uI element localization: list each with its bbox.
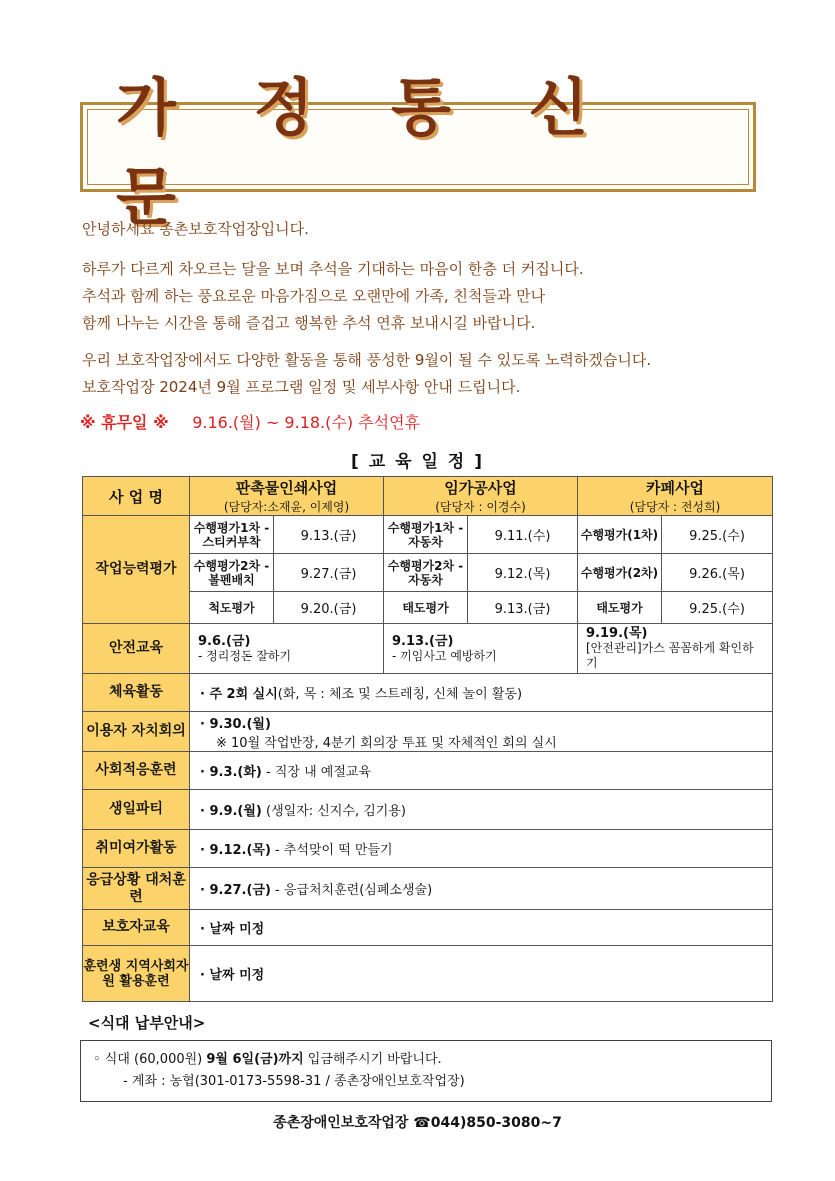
meal-deadline: 9월 6일(금)까지 <box>206 1052 304 1067</box>
activity-date: · 9.12.(목) <box>200 843 271 858</box>
activity-detail <box>190 910 773 946</box>
activity-text: - 직장 내 예절교육 <box>261 765 372 780</box>
eval-label: 태도평가 <box>578 592 662 624</box>
category-social-training: 사회적응훈련 <box>83 752 190 790</box>
activity-date: · 9.9.(월) <box>200 804 262 819</box>
table-row <box>83 868 773 910</box>
table-row <box>83 712 773 752</box>
paragraph1-line2: 추석과 함께 하는 풍요로운 마음가짐으로 오랜만에 가족, 친척들과 만나 <box>82 287 546 305</box>
table-row <box>83 516 773 554</box>
activity-date: · 9.3.(화) <box>200 765 262 780</box>
category-user-council: 이용자 자치회의 <box>83 712 190 752</box>
safety-date: 9.19.(목) <box>586 626 648 641</box>
header-dept-printing <box>190 477 384 516</box>
page-title: 가 정 통 신 문 <box>116 71 617 233</box>
table-row <box>83 946 773 1002</box>
eval-date: 9.13.(금) <box>274 516 384 554</box>
activity-text: (생일자: 신지수, 김기용) <box>261 804 406 819</box>
paragraph1-line1: 하루가 다르게 차오르는 달을 보며 추석을 기대하는 마음이 한층 더 커집니다. <box>82 260 584 278</box>
greeting: 안녕하세요 종촌보호작업장입니다. <box>82 220 309 238</box>
schedule-table <box>82 476 773 1002</box>
meal-suffix: 입금해주시기 바랍니다. <box>303 1052 442 1067</box>
header-dept-assembly <box>384 477 578 516</box>
activity-detail <box>190 712 773 752</box>
eval-date: 9.27.(금) <box>274 554 384 592</box>
safety-desc: [안전관리]가스 꼼꼼하게 확인하기 <box>586 641 754 670</box>
activity-date: · 날짜 미정 <box>200 968 265 983</box>
eval-label: 수행평가2차 - 볼펜배치 <box>190 554 274 592</box>
category-emergency: 응급상황 대처훈련 <box>83 868 190 910</box>
activity-note: ※ 10월 작업반장, 4분기 회의장 투표 및 자체적인 회의 실시 <box>216 735 557 751</box>
meal-box <box>80 1040 772 1102</box>
dept-manager: (담당자:소재윤, 이제영) <box>223 500 350 514</box>
eval-date: 9.20.(금) <box>274 592 384 624</box>
meal-heading: <식대 납부안내> <box>88 1014 206 1032</box>
activity-detail <box>190 752 773 790</box>
activity-date: · 9.30.(월) <box>200 716 271 732</box>
footer-contact: 종촌장애인보호작업장 ☎044)850-3080~7 <box>273 1115 562 1131</box>
eval-label: 수행평가(2차) <box>578 554 662 592</box>
table-row <box>83 910 773 946</box>
schedule-title-text: 교 육 일 정 <box>368 452 467 472</box>
dept-name: 카페사업 <box>646 479 704 497</box>
safety-desc: - 정리정돈 잘하기 <box>198 648 292 663</box>
category-guardian-edu: 보호자교육 <box>83 910 190 946</box>
activity-detail <box>190 830 773 868</box>
meal-account: - 계좌 : 농협(301-0173-5598-31 / 종촌장애인보호작업장) <box>123 1074 465 1089</box>
table-header-row <box>83 477 773 516</box>
paragraph1-line3: 함께 나누는 시간을 통해 즐겁고 행복한 추석 연휴 보내시길 바랍니다. <box>82 314 536 332</box>
activity-text: (화, 목 : 체조 및 스트레칭, 신체 놀이 활동) <box>277 687 523 702</box>
safety-date: 9.6.(금) <box>198 633 251 649</box>
activity-detail <box>190 674 773 712</box>
paragraph2-line2: 보호작업장 2024년 9월 프로그램 일정 및 세부사항 안내 드립니다. <box>82 378 521 396</box>
category-safety: 안전교육 <box>83 624 190 674</box>
schedule-bracket-close: ] <box>474 452 484 472</box>
header-category: 사 업 명 <box>83 477 190 516</box>
activity-date: · 주 2회 실시 <box>200 687 278 702</box>
meal-line1 <box>93 1049 759 1071</box>
table-row <box>83 624 773 674</box>
eval-label: 척도평가 <box>190 592 274 624</box>
activity-detail <box>190 868 773 910</box>
eval-label: 수행평가1차 -스티커부착 <box>190 516 274 554</box>
eval-label: 태도평가 <box>384 592 468 624</box>
holiday-notice <box>80 410 420 433</box>
activity-text: - 응급처치훈련(심폐소생술) <box>270 883 433 898</box>
paragraph2-line1: 우리 보호작업장에서도 다양한 활동을 통해 풍성한 9월이 될 수 있도록 노력하겠습니다. <box>82 351 652 369</box>
safety-item <box>190 624 384 674</box>
dept-name: 임가공사업 <box>444 479 517 497</box>
eval-date: 9.11.(수) <box>468 516 578 554</box>
holiday-label: ※ 휴무일 ※ <box>80 413 169 432</box>
dept-manager: (담당자 : 이경수) <box>435 500 526 514</box>
table-row <box>83 830 773 868</box>
activity-date: · 날짜 미정 <box>200 922 265 937</box>
category-ability: 작업능력평가 <box>83 516 190 624</box>
category-hobby: 취미여가활동 <box>83 830 190 868</box>
eval-date: 9.25.(수) <box>662 516 773 554</box>
table-row <box>83 790 773 830</box>
dept-manager: (담당자 : 전성희) <box>629 500 721 514</box>
table-row <box>83 674 773 712</box>
activity-detail <box>190 946 773 1002</box>
schedule-title <box>0 447 835 472</box>
holiday-dates: 9.16.(월) ~ 9.18.(수) 추석연휴 <box>192 413 420 432</box>
eval-label: 수행평가2차 - 자동차 <box>384 554 468 592</box>
eval-date: 9.12.(목) <box>468 554 578 592</box>
meal-prefix: ◦ 식대 (60,000원) <box>93 1052 207 1067</box>
dept-name: 판촉물인쇄사업 <box>235 479 338 497</box>
category-birthday: 생일파티 <box>83 790 190 830</box>
activity-date: · 9.27.(금) <box>200 883 271 898</box>
safety-item <box>384 624 578 674</box>
safety-desc: - 끼임사고 예방하기 <box>392 648 497 663</box>
category-community: 훈련생 지역사회자원 활용훈련 <box>83 946 190 1002</box>
schedule-bracket-open: [ <box>350 452 361 472</box>
category-sports: 체육활동 <box>83 674 190 712</box>
activity-detail <box>190 790 773 830</box>
activity-text: - 추석맞이 떡 만들기 <box>270 843 393 858</box>
safety-date: 9.13.(금) <box>392 633 454 649</box>
header-dept-cafe <box>578 477 773 516</box>
table-row <box>83 752 773 790</box>
eval-date: 9.13.(금) <box>468 592 578 624</box>
eval-date: 9.25.(수) <box>662 592 773 624</box>
eval-date: 9.26.(목) <box>662 554 773 592</box>
eval-label: 수행평가1차 - 자동차 <box>384 516 468 554</box>
safety-item <box>578 624 773 674</box>
eval-label: 수행평가(1차) <box>578 516 662 554</box>
